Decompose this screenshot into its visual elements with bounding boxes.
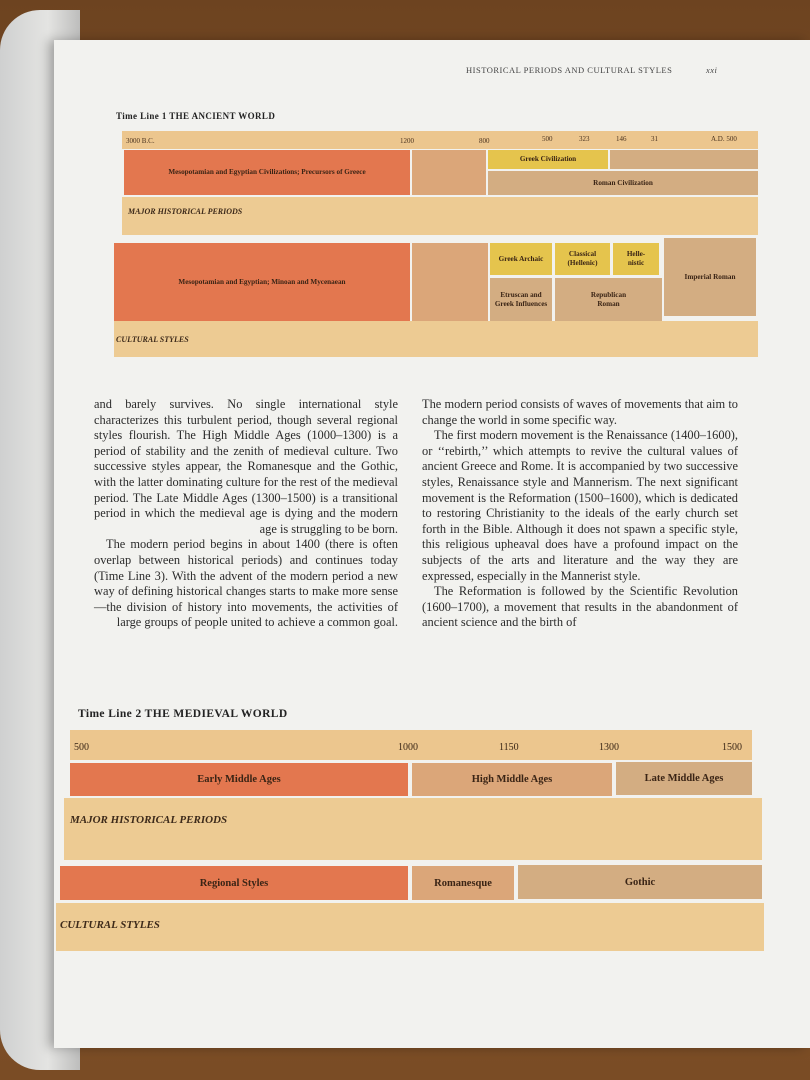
tl1-tick: 800 [479, 137, 490, 145]
running-title: HISTORICAL PERIODS AND CULTURAL STYLES [466, 65, 673, 75]
tl1-tick: 1200 [400, 137, 414, 145]
period-high-middle-ages: High Middle Ages [412, 763, 612, 796]
text-column-right [422, 397, 738, 631]
timeline1-title: Time Line 1 THE ANCIENT WORLD [116, 111, 276, 121]
period-late-middle-ages: Late Middle Ages [616, 762, 752, 795]
tl1-tick: 3000 B.C. [126, 137, 155, 145]
period-greek: Greek Civilization [488, 150, 608, 169]
paragraph: The first modern movement is the Renaissance (1400–1600), or ‘‘rebirth,’’ which attempts to revive the cultural values of ancient Greece and Rome. It is accompanied by two successive styles, Renaissance style and Mannerism. The next significant movement is the Reformation (1500–1600), which is dedicated to restoring Christianity to the ideals of the early church set forth in the Bible. Although it does not spawn a specific style, this religious upheaval does have a profound impact on the subjects of the arts and literature and the way they are expressed, especially in the Mannerist style. [422, 428, 738, 583]
cultural-styles-band [114, 321, 758, 357]
style-imperial: Imperial Roman [664, 238, 756, 316]
tl1-tick: A.D. 500 [711, 135, 737, 143]
period-roman: Roman Civilization [488, 171, 758, 195]
tl1-tick: 323 [579, 135, 590, 143]
timeline1-axis [122, 131, 758, 149]
cultural-styles-band [56, 903, 764, 951]
book-page [54, 40, 810, 1048]
period-blank [610, 150, 758, 169]
text-column-left [94, 397, 398, 631]
style-etruscan: Etruscan and Greek Influences [490, 278, 552, 321]
major-periods-band [122, 197, 758, 235]
tl1-tick: 31 [651, 135, 658, 143]
tl1-tick: 500 [542, 135, 553, 143]
major-periods-label: MAJOR HISTORICAL PERIODS [128, 207, 243, 216]
style-gap-block [412, 243, 488, 321]
tl2-tick: 1300 [599, 742, 619, 753]
tl2-tick: 1000 [398, 742, 418, 753]
style-classical: Classical (Hellenic) [555, 243, 610, 275]
major-periods-label: MAJOR HISTORICAL PERIODS [70, 814, 228, 826]
paragraph: The Reformation is followed by the Scientific Revolution (1600–1700), a movement that results in the abandonment of ancient science and the birth of [422, 584, 738, 630]
period-mesopotamian: Mesopotamian and Egyptian Civilizations; Precursors of Greece [124, 150, 410, 195]
page-number: xxi [706, 65, 718, 75]
period-early-middle-ages: Early Middle Ages [70, 763, 408, 796]
paragraph: and barely survives. No single international style characterizes this turbulent period, though several regional styles flourish. The High Middle Ages (1000–1300) is a period of stability and the zenith of medieval culture. Two successive styles appear, the Romanesque and the Gothic, with the latter dominating culture for the rest of the medieval period. The Late Middle Ages (1300–1500) is a transitional period in which the medieval age is dying and the modern age is struggling to be born. [94, 397, 398, 536]
major-periods-band [64, 798, 762, 860]
style-greek-archaic: Greek Archaic [490, 243, 552, 275]
style-mesopotamian: Mesopotamian and Egyptian; Minoan and Mycenaean [114, 243, 410, 321]
style-republican: Republican Roman [555, 278, 662, 321]
timeline2-title: Time Line 2 THE MEDIEVAL WORLD [78, 708, 288, 720]
style-regional: Regional Styles [60, 866, 408, 900]
tl2-tick: 500 [74, 742, 89, 753]
tl2-tick: 1500 [722, 742, 742, 753]
style-gothic: Gothic [518, 865, 762, 899]
style-hellenistic: Helle-nistic [613, 243, 659, 275]
cultural-styles-label: CULTURAL STYLES [116, 335, 189, 344]
style-romanesque: Romanesque [412, 866, 514, 900]
tl1-tick: 146 [616, 135, 627, 143]
tl2-tick: 1150 [499, 742, 519, 753]
cultural-styles-label: CULTURAL STYLES [60, 919, 160, 931]
paragraph: The modern period consists of waves of movements that aim to change the world in some specific way. [422, 397, 738, 427]
period-gap-block [412, 150, 486, 195]
paragraph: The modern period begins in about 1400 (there is often overlap between historical periods) and continues today (Time Line 3). With the advent of the modern period a new way of defining historical changes starts to make more sense—the division of history into movements, the activities of large groups of people united to achieve a common goal. [94, 537, 398, 630]
